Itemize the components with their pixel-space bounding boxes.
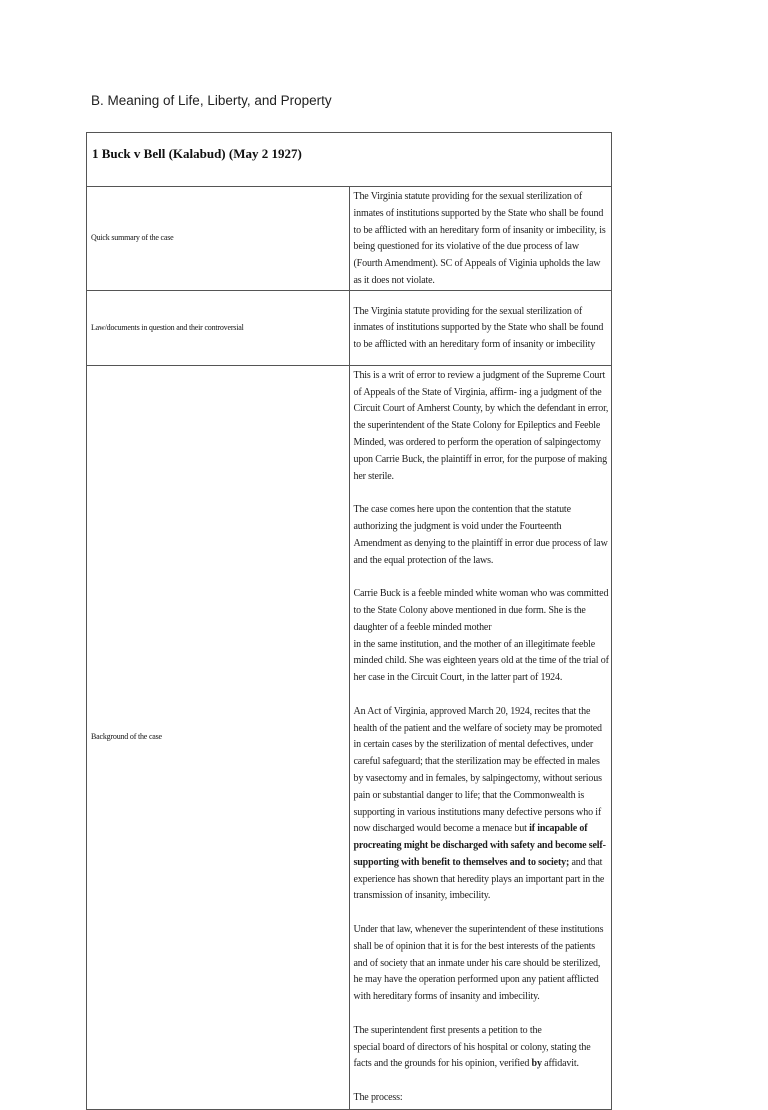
row-content-cell (349, 187, 612, 291)
background-paragraph-3 (354, 586, 610, 687)
row-content-cell (349, 365, 612, 1109)
background-paragraph-4 (354, 704, 610, 906)
paragraph-4-part-a: An Act of Virginia, approved March 20, 1924, recites that the health of the patient and the welfare of society may be promoted in certain cases by the sterilization of mental defectives, under careful safeguard; that the sterilization may be effected in males by vasectomy and in females, by salpingectomy, without serious pain or substantial danger to life; that the Commonwealth is supporting in various institutions many defective persons who if now discharged would become a menace but (353, 705, 602, 835)
case-title: 1 Buck v Bell (Kalabud) (May 2 1927) (92, 146, 302, 161)
paragraph-6-part-b: special board of directors of his hospital or colony, stating the facts and the grounds for his opinion, verified (353, 1041, 591, 1070)
row-content-cell (349, 290, 612, 365)
case-table (86, 132, 612, 1110)
paragraph-6-part-d: affidavit. (541, 1058, 579, 1070)
quick-summary-text: The Virginia statute providing for the sexual sterilization of inmates of institutions supported by the State who shall be found to be afflicted with an hereditary form of insanity or imbecility, is being questioned for its violative of the due process of law (Fourth Amendment). SC of Appeals of Viginia upholds the law as it does not violate. (353, 191, 606, 286)
background-paragraph-6 (354, 1023, 610, 1073)
law-documents-text: The Virginia statute providing for the sexual sterilization of inmates of institutions supported by the State who shall be found to be afflicted with an hereditary form of insanity or imbecility (353, 305, 604, 351)
row-label-background: Background of the case (91, 732, 162, 742)
table-row (87, 365, 612, 1109)
background-paragraph-2: The case comes here upon the contention that the statute authorizing the judgment is void under the Fourteenth Amendment as denying to the plaintiff in error due process of law and the equal protection of the laws. (353, 504, 608, 566)
row-label-quick-summary: Quick summary of the case (91, 233, 174, 243)
row-label-cell (87, 290, 350, 365)
paragraph-4-part-c: and that experience has shown that heredity plays an important part in the transmission of insanity, imbecility. (353, 856, 605, 902)
row-label-cell (87, 187, 350, 291)
table-row (87, 187, 612, 291)
background-paragraph-7: The process: (353, 1092, 403, 1104)
paragraph-4-emphasis: if incapable of procreating might be discharged with safety and become self-supporting with benefit to themselves and to society; (353, 823, 606, 868)
case-title-row (87, 133, 612, 187)
row-label-law-documents: Law/documents in question and their controversial (91, 322, 244, 332)
paragraph-3-part-a: Carrie Buck is a feeble minded white woman who was committed to the State Colony above mentioned in due form. She is the daughter of a feeble minded mother (353, 588, 609, 633)
paragraph-6-emphasis: by (531, 1058, 542, 1070)
section-heading: B. Meaning of Life, Liberty, and Property (91, 93, 332, 108)
row-label-cell (87, 365, 350, 1109)
paragraph-3-part-b: in the same institution, and the mother of an illegitimate feeble minded child. She was eighteen years old at the time of the trial of her case in the Circuit Court, in the latter part of 1924. (353, 638, 609, 684)
case-title-cell (87, 133, 612, 187)
background-text (350, 366, 612, 1107)
background-paragraph-5: Under that law, whenever the superintendent of these institutions shall be of opinion that it is for the best interests of the patients and of society that an inmate under his care should be sterilized, he may have the operation performed upon any patient afflicted with hereditary forms of insanity and imbecility. (353, 924, 604, 1003)
background-paragraph-1: This is a writ of error to review a judgment of the Supreme Court of Appeals of the State of Virginia, affirm- ing a judgment of the Circuit Court of Amherst County, by which the defendant in error, the superintendent of the State Colony for Epileptics and Feeble Minded, was ordered to perform the operation of salpingectomy upon Carrie Buck, the plaintiff in error, for the purpose of making her sterile. (353, 369, 609, 482)
table-row (87, 290, 612, 365)
paragraph-6-part-a: The superintendent first presents a petition to the (353, 1024, 542, 1036)
